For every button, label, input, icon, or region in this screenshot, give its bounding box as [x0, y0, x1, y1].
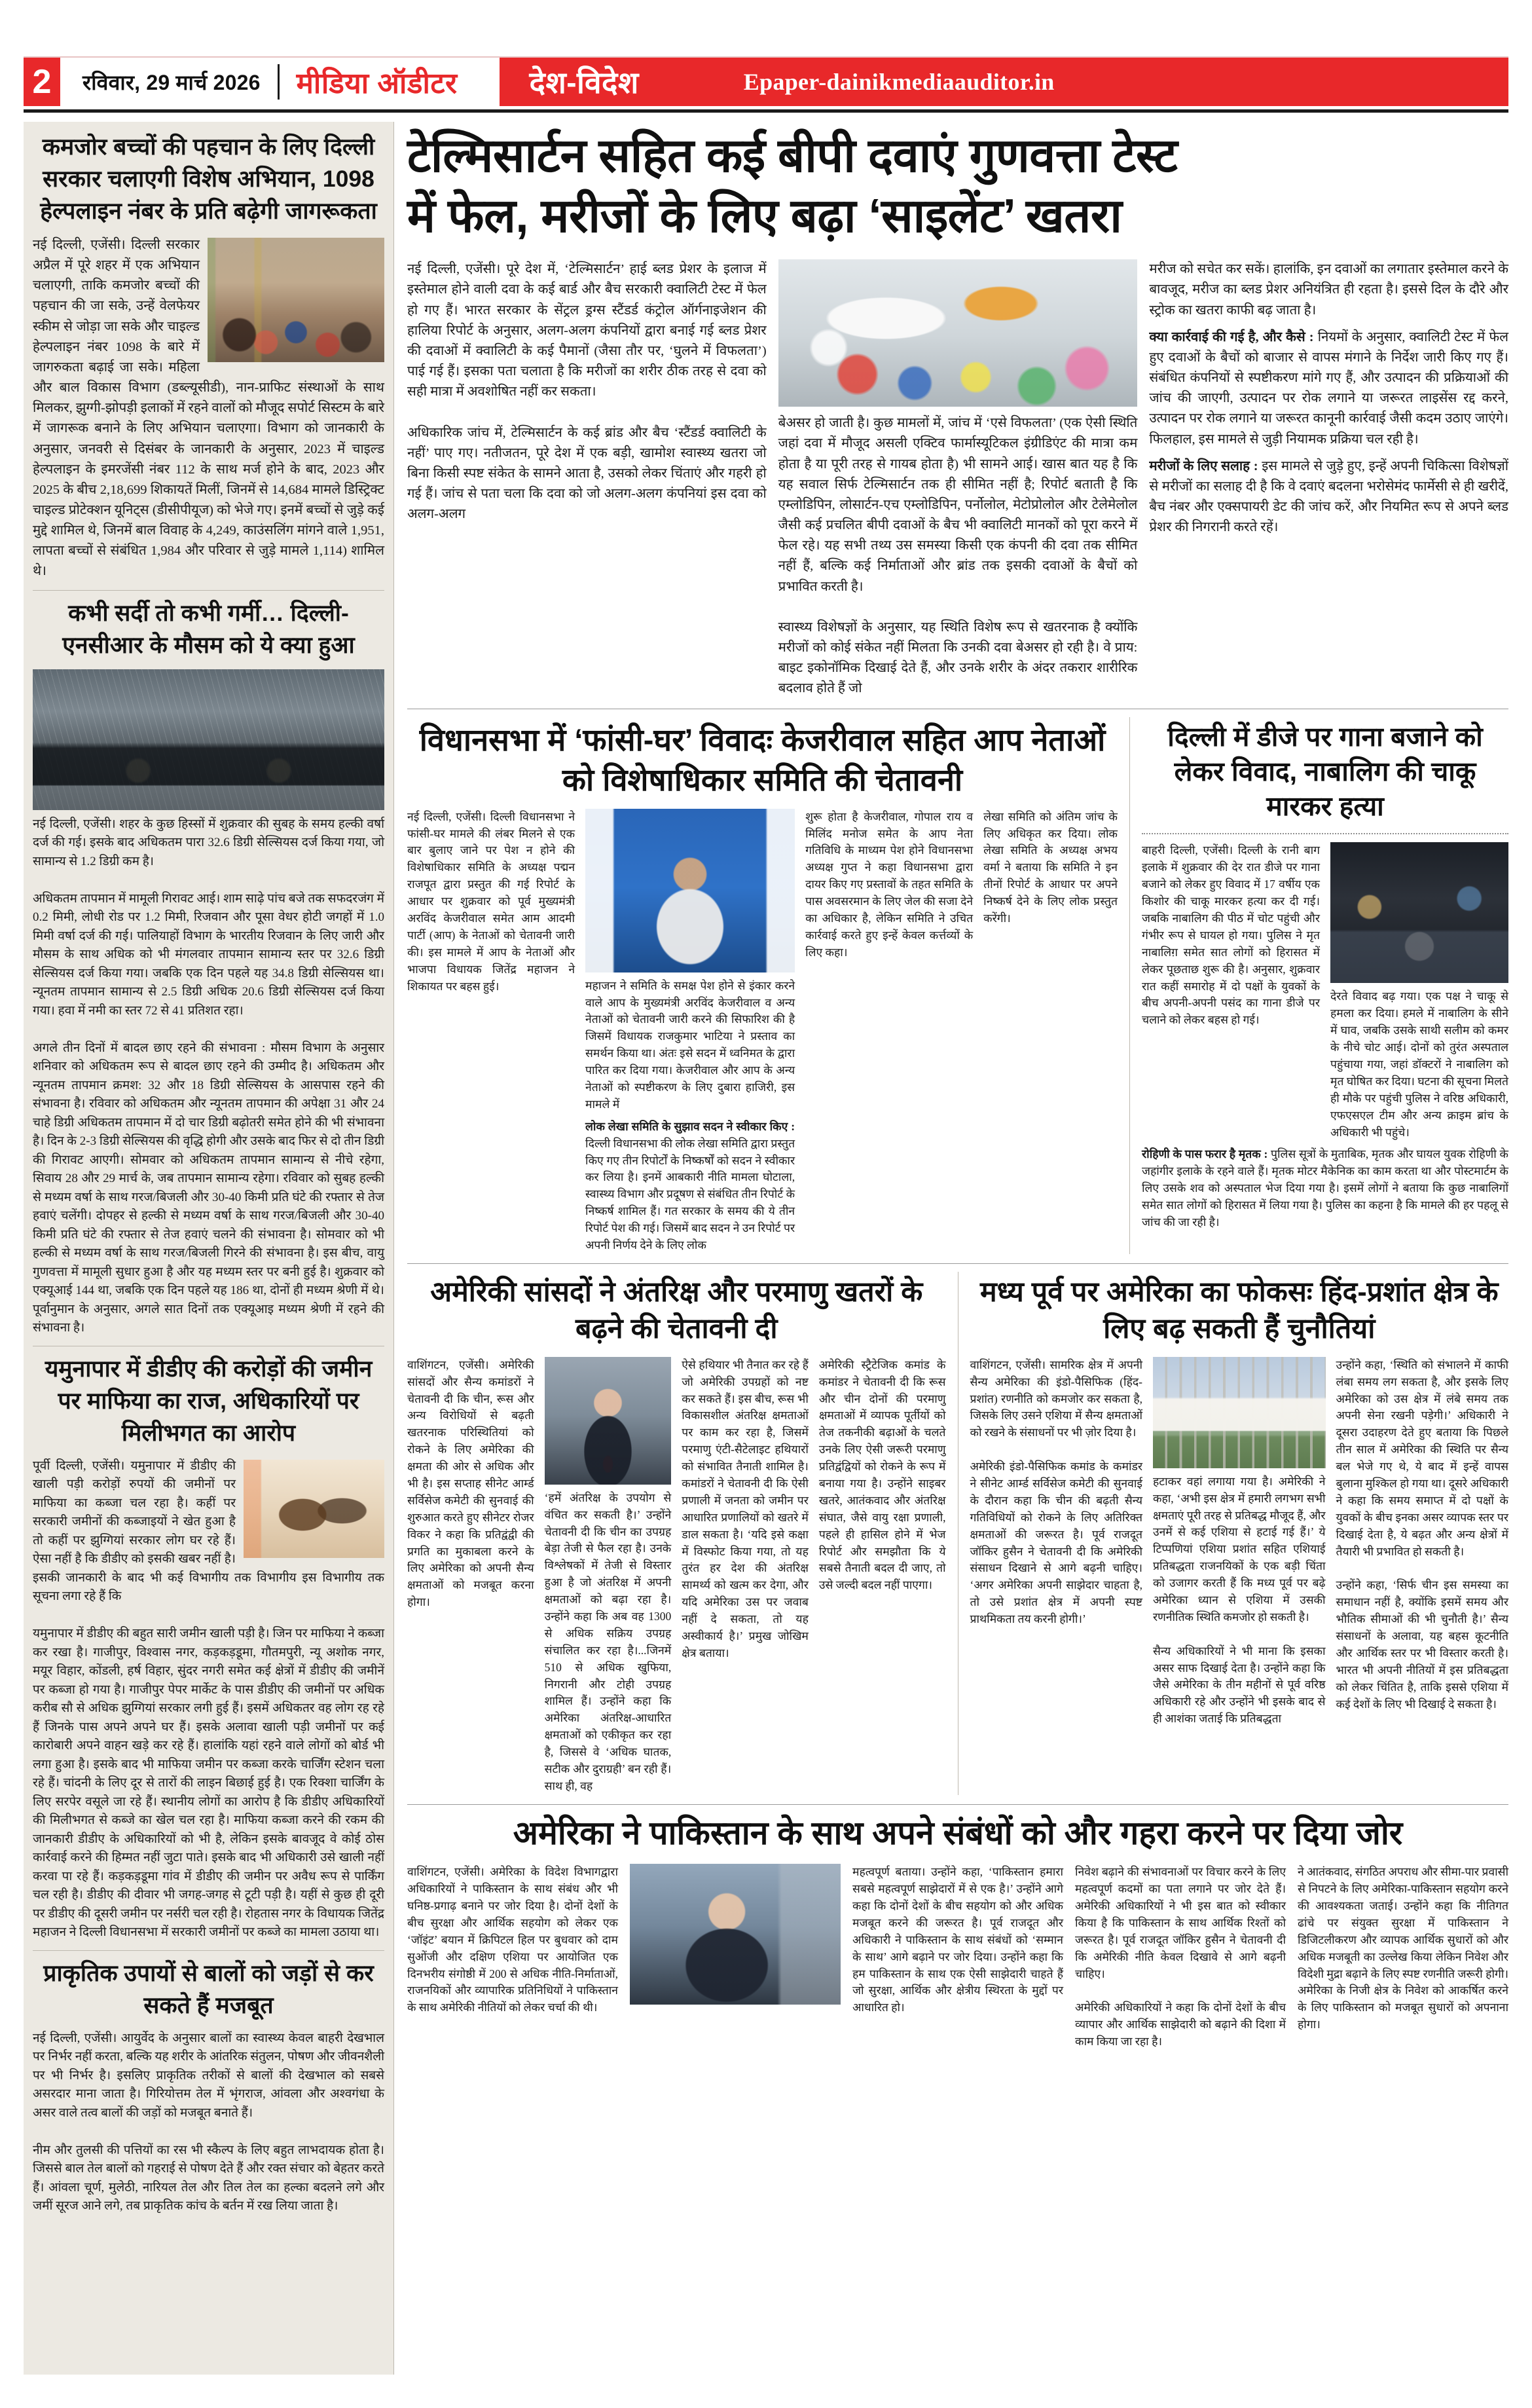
- lead-sub2: [1149, 456, 1508, 538]
- body-natural-hair-care: नई दिल्ली, एजेंसी। आयुर्वेद के अनुसार बालों का स्वास्थ्य केवल बाहरी देखभाल पर निर्भर नहीं करता, बल्कि यह शरीर के आंतरिक संतुलन, पोषण और जीवनशैली पर भी निर्भर है। इसलिए प्राकृतिक तरीकों से बालों की देखभाल को सबसे असरदार माना जाता है। गिरियोत्तम तेल में भृंगराज, आंवला और अश्वगंधा के असर वाले तत्व बालों की जड़ों को मजबूत बनाते हैं। नीम और तुलसी की पत्तियों का रस भी स्कैल्प के लिए बहुत लाभदायक होता है। जिससे बाल तेल बालों को गहराई से पोषण देते हैं और रक्त संचार को बेहतर करते हैं। आंवला चूर्ण, मुलेठी, नारियल तेल और तिल तेल का हल्का बदलने लगे और जमीं सूरज आने लगे, तब प्राकृतिक कांच के बर्तन में रख लिया जाता है।: [33, 2031, 384, 2213]
- assembly-body-col2: महाजन ने समिति के समक्ष पेश होने से इंकार करने वाले आप के मुख्यमंत्री अरविंद केजरीवाल व अन्य नेताओं को चेतावनी जारी करने की सिफारिश की है जिसमें विधायक राजकुमार भाटिया ने प्रस्ताव का समर्थन किया था। अंतः इसे सदन में ध्वनिमत के द्वारा पारित कर दिया गया। केजरीवाल और आप के अन्य नेताओं को स्पष्टीकरण के लिए दुबारा हाजिरी, इस मामले में: [585, 978, 795, 1111]
- website-url[interactable]: Epaper-dainikmediaauditor.in: [743, 69, 1055, 95]
- us-senator-portrait-photo: [545, 1357, 672, 1485]
- dj-sub-title: रोहिणी के पास फरार है मृतक :: [1142, 1147, 1268, 1161]
- headline-dda-land-mafia: यमुनापार में डीडीए की करोड़ों की जमीन पर माफिया का राज, अधिकारियों पर मिलीभगत का आरोप: [45, 1355, 373, 1446]
- headline-mideast-indopacific: मध्य पूर्व पर अमेरिका का फोकसः हिंद-प्रशांत क्षेत्र के लिए बढ़ सकती हैं चुनौतियां: [980, 1276, 1499, 1344]
- lead-body-col1: नई दिल्ली, एजेंसी। पूरे देश में, ‘टेल्मिसार्टन’ हाई ब्लड प्रेशर के इलाज में इस्तेमाल होने वाली दवा के कई बार्ड और बैच सरकारी क्वालिटी टेस्ट में फेल हो गए हैं। भारत सरकार के सेंट्रल ड्रग्स स्टैंडर्ड कंट्रोल ऑर्गनाइजेशन की हालिया रिपोर्ट के अनुसार, अलग-अलग कंपनियों द्वारा बनाई गई ब्लड प्रेशर की दवाओं में क्वालिटी के कई पैमानों (जैसा तौर पर, ‘घुलने में विफलता’) पाई गई हैं। इसका पता चलाता है कि मरीजों का शरीर ठीक तरह से दवा को सही मात्रा में अवशोषित नहीं कर सकता। अधिकारिक जांच में, टेल्मिसार्टन के कई ब्रांड और बैच ‘स्टैंडर्ड क्वालिटी के नहीं’ पाए गए। नतीजतन, पूरे देश में एक बड़ी, खामोश स्वास्थ्य खतरा जो बिना किसी स्पष्ट संकेत के सामने आता है, उसको लेकर चिंताएं और गहरी हो गई हैं। जांच से पता चला कि दवा को जो अलग-अलग कंपनियां इस दवा को अलग-अलग: [407, 262, 767, 522]
- left-sidebar-column: [24, 122, 394, 2375]
- story-dj-murder: [1129, 717, 1508, 1254]
- dj-columns: [1142, 842, 1508, 1141]
- headline-dj-murder: दिल्ली में डीजे पर गाना बजाने को लेकर विवाद, नाबालिग की चाकू मारकर हत्या: [1167, 721, 1483, 822]
- crime-scene-night-photo: [1330, 842, 1508, 983]
- assembly-body-col4: लेखा समिति को अंतिम जांच के लिए अधिकृत कर दिया। लोक लेखा समिति के अध्यक्ष अभय वर्मा ने बताया कि समिति ने इन तीनों रिपोर्ट के आधार पर अपने निष्कर्ष देने के लिए लोक प्रस्तुत करेंगी।: [983, 809, 1118, 925]
- senate-body-col2: ‘हमें अंतरिक्ष के उपयोग से वंचित कर सकती है।’ उन्होंने चेतावनी दी कि चीन का उपग्रह बेड़ा तेजी से फैल रहा है। उनके विश्लेषकों में तेजी से विस्तार हुआ है जो अंतरिक्ष में अपनी क्षमताओं को बढ़ा रहा है। उन्होंने कहा कि अब वह 1300 से अधिक सक्रिय उपग्रह संचालित कर रहा है।...जिनमें 510 से अधिक खुफिया, निगरानी और टोही उपग्रह शामिल हैं। उन्होंने कहा कि अमेरिका अंतरिक्ष-आधारित क्षमताओं को एकीकृत कर रहा है, जिससे वे ‘अधिक घातक, सटीक और दुराग्रही’ बन रही हैं। साथ ही, वह: [544, 1491, 672, 1792]
- senate-columns: [407, 1357, 946, 1795]
- mideast-columns: [970, 1357, 1509, 1728]
- masthead-rule: [24, 109, 1508, 113]
- dj-sub-body: पुलिस सूत्रों के मुताबिक, मृतक और घायल युवक रोहिणी के जहांगीर इलाके के रहने वाले हैं। मृतक मोटर मैकेनिक का काम करता था और पोस्टमार्टम के लिए उसके शव को अस्पताल भेज दिया गया है। इसमें लोगों ने बताया कि कुछ नाबालिगों समेत सात लोगों को हिरासत में लिया गया है। पुलिस का कहना है कि मामले की हर पहलू से जांच की जा रही है।: [1142, 1147, 1508, 1229]
- story-assembly-phansi-ghar: [407, 717, 1118, 1254]
- assembly-dj-row: [407, 717, 1508, 1254]
- pakistan-body-col3: निवेश बढ़ाने की संभावनाओं पर विचार करने के लिए महत्वपूर्ण कदमों का पता लगाने पर जोर देते हैं। अमेरिकी अधिकारियों ने भी इस बात को स्वीकार किया है कि पाकिस्तान के साथ आर्थिक रिश्तों को जरूरत है। पूर्व राजदूत जॉकिर हुसैन ने चेतावनी दी कि अमेरिकी नीति केवल दिखावे से आगे बढ़नी चाहिए। अमेरिकी अधिकारियों ने कहा कि दोनों देशों के बीच व्यापार और आर्थिक साझेदारी को बढ़ाने की दिशा में काम किया जा रहा है।: [1075, 1865, 1286, 2048]
- dateline: रविवार, 29 मार्च 2026: [82, 70, 261, 94]
- dj-sub: [1142, 1146, 1508, 1231]
- lead-story-columns: [407, 259, 1508, 699]
- land-mafia-illustration: [244, 1460, 384, 1558]
- section-title: देश-विदेश: [529, 65, 639, 100]
- headline-natural-hair-care: प्राकृतिक उपायों से बालों को जड़ों से कर सकते हैं मजबूत: [43, 1959, 374, 2018]
- sidebar-divider-3: [33, 1950, 384, 1951]
- mideast-body-col1: वाशिंगटन, एजेंसी। सामरिक क्षेत्र में अपनी सैन्य अमेरिका की इंडो-पैसिफिक (हिंद-प्रशांत) रणनीति को कमजोर कर सकता है, जिसके लिए उसने एशिया में सैन्य क्षमताओं को रखने के संसाधनों पर भी ज़ोर दिया है। अमेरिकी इंडो-पैसिफिक कमांड के कमांडर ने सीनेट आर्म्ड सर्विसेज कमेटी की सुनवाई के दौरान कहा कि चीन की बढ़ती सैन्य गतिविधियों को रोकने के लिए अतिरिक्त क्षमताओं की जरूरत है। पूर्व राजदूत जॉकिर हुसैन ने चेतावनी दी कि अमेरिकी संसाधन दिखाने से आगे बढ़नी चाहिए। ‘अगर अमेरिका अपनी साझेदार चाहता है, तो उसे प्रशांत क्षेत्र में अपनी स्पष्ट प्राथमिकता तय करनी होगी।’: [970, 1358, 1142, 1626]
- mideast-body-col2: हटाकर वहां लगाया गया है। अमेरिकी ने कहा, ‘अभी इस क्षेत्र में हमारी लगभग सभी क्षमताएं पूरी तरह से प्रतिबद्ध मौजूद हैं, और उनमें से कई एशिया से हटाई गई हैं।’ ये टिप्पणियां एशिया प्रशांत सहित एशियाई प्रतिबद्धता राजनयिकों के एक बड़ी चिंता को उजागर करती हैं कि मध्य पूर्व पर बढ़े अमेरिका ध्यान से एशिया में उसकी रणनीतिक स्थिति कमजोर हो सकती है। सैन्य अधिकारियों ने भी माना कि इसका असर साफ दिखाई देता है। उन्होंने कहा कि जैसे अमेरिका के तीन महीनों से पूर्व वरिष्ठ अधिकारी रहे और उन्होंने भी इसके बाद से ही आशंका जताई कि प्रतिबद्धता: [1153, 1474, 1326, 1726]
- story-dda-land-mafia: [33, 1353, 384, 1942]
- slum-street-children-photo: [208, 238, 384, 362]
- story-us-pakistan-relations: [407, 1813, 1508, 2050]
- body-dda-land-mafia: पूर्वी दिल्ली, एजेंसी। यमुनापार में डीडीए की खाली पड़ी करोड़ों रुपयों की जमीनों पर माफिया का कब्जा चल रहा है। कहीं पर सरकारी जमीनों की कब्जाइयों ने खेत हुआ है तो कहीं पर झुग्गियां सरकार लोग घर रहे हैं। ऐसा नहीं है कि डीडीए को इसकी खबर नहीं है। इसकी जानकारी के बाद भी कई विभागीय तक विभागीय इस विभागीय तक सूचना लगा रहे हैं कि यमुनापार में डीडीए की बहुत सारी जमीन खाली पड़ी है। जिन पर माफिया ने कब्जा कर रखा है। गाजीपुर, विश्वास नगर, कड़कड़डूमा, गौतमपुरी, न्यू अशोक नगर, मयूर विहार, कोंडली, हर्ष विहार, सुंदर नगरी समेत कई क्षेत्रों में डीडीए की जमीनें पर कब्जा हो गया है। गाजीपुर पेपर मार्केट के पास डीडीए की जमीनों पर अधिक करीब सौ से अधिक झुग्गियां सरकार लगी हुई हैं। इसमें अधिकतर वह लोग रह रहे हैं जिनके पास अपने अपने घर हैं। इसके अलावा खाली पड़ी जमीनों पर कई कारोबारी अपने वाहन खड़े कर रहे हैं। हालांकि यहां रहने वाले लोगों को बोर्ड भी लगा हुआ है। इसके बाद भी माफिया जमीन पर कब्जा करके चार्जिंग स्टेशन चला रहे हैं। चांदनी के लिए दूर से तारों की लाइन बिछाई हुई है। एक रिक्शा चार्जिंग के लिए सरपेर वसूले जा रहे हैं। स्थानीय लोगों का आरोप है कि डीडीए अधिकारियों की मिलीभगत से कब्जे का खेल चल रहा है। माफिया कब्जा करने की रकम की जानकारी डीडीए के अधिकारियों को भी है, लेकिन इसके बावजूद वे कोई ठोस कार्रवाई करने की हिम्मत नहीं जुटा पाते। इसके बाद भी अधिकारी उसे खाली नहीं करवा पा रहे हैं। कड़कड़डूमा गांव में डीडीए की जमीन पर अवैध रूप से पार्किंग चल रही है। डीडीए की दीवार भी जगह-जगह से टूटी पड़ी है। यहीं से कुछ ही दूरी पर डीडीए की दूसरी जमीन पर नर्सरी चल रही है। रोहतास नगर के विधायक जितेंद्र महाजन ने दिल्ली विधानसभा में सरकारी जमीनों पर कब्जे का मामला उठाया था।: [33, 1458, 384, 1940]
- lead-body-col2: बेअसर हो जाती है। कुछ मामलों में, जांच में ‘एसे विफलता’ (एक ऐसी स्थिति जहां दवा में मौजूद असली एक्टिव फार्मास्यूटिकल इंग्रीडिएंट की मात्रा कम होता है या पूरी तरह से गायब होता है) भी सामने आई। खास बात यह है कि यह सवाल सिर्फ टेल्मिसार्टन तक ही सीमित नहीं है; रिपोर्ट बताती है कि एम्लोडिपिन, लोसार्टन-एच एम्लोडिपिन, पर्नोलोल, मेटोप्रोलोल और टेलेमेलोल जैसी कई प्रचलित बीपी दवाओं के बैच भी क्वालिटी मानकों को पूरा करने में फेल रहे। यह सभी तथ्य उस समस्या किसी एक कंपनी की दवा तक सीमित नहीं हैं, बल्कि कई निर्माताओं और ब्रांड तक इसकी दवाओं के बैचों को प्रभावित करती है। स्वास्थ्य विशेषज्ञों के अनुसार, यह स्थिति विशेष रूप से खतरनाक है क्योंकि मरीजों को कोई संकेत नहीं मिलता कि उनकी दवा बेअसर हो रही है। वे प्राय: बाइट इकोनॉमिक दिखाई देते हैं, और उनके शरीर के अंदर तकरार शारीरिक बदलाव होते हैं जो: [778, 416, 1138, 696]
- assembly-columns: [407, 809, 1118, 1254]
- headline-us-senators: अमेरिकी सांसदों ने अंतरिक्ष और परमाणु खतरों के बढ़ने की चेतावनी दी: [430, 1276, 923, 1344]
- headline-assembly-phansi-ghar: विधानसभा में ‘फांसी-घर’ विवादः केजरीवाल सहित आप नेताओं को विशेषाधिकार समिति की चेतावनी: [419, 722, 1106, 797]
- body-vulnerable-children: नई दिल्ली, एजेंसी। दिल्ली सरकार अप्रैल में पूरे शहर में एक अभियान चलाएगी, ताकि कमजोर बच्चों की पहचान की जा सके, उन्हें वेलफेयर स्कीम से जोड़ा जा सके और चाइल्ड हेल्पलाइन नंबर 1098 के बारे में जागरुकता बढ़ाई जा सके। महिला और बाल विकास विभाग (डब्ल्यूसीडी), नान-प्राफिट संस्थाओं के साथ मिलकर, झुग्गी-झोपड़ी इलाकों में रहने वालों को मौजूद सपोर्ट सिस्टम के बारे में जागरूक बनाने के लिए अभियान चलाएगा। विभाग को जानकारी के अनुसार, जनवरी से दिसंबर के जानकारी के अनुसार, 2023 में चाइल्ड हेल्पलाइन के इमरजेंसी नंबर 112 के साथ मर्ज होने के बाद, 2023 और 2025 के बीच 2,18,699 शिकायतें मिलीं, जिनमें से 14,684 मामले डिस्ट्रिक्ट चाइल्ड प्रोटेक्शन यूनिट्स (डीसीपीयूज) को भेजे गए। इनमें बच्चों से जुड़े कई मुद्दे शामिल थे, जिनमें बाल विवाह के 4,249, काउंसलिंग मांगने वाले 1,951, लापता बच्चों से संबंधित 1,984 और परिवार से जुड़े मामले 1,114) शामिल थे।: [33, 237, 384, 579]
- pakistan-body-col2: महत्वपूर्ण बताया। उन्होंने कहा, ‘पाकिस्तान हमारा सबसे महत्वपूर्ण साझेदारों में से एक है।’ उन्होंने आगे कहा कि दोनों देशों के बीच सहयोग को और अधिक मजबूत करने की जरूरत है। पूर्व राजदूत और अधिकारी ने पाकिस्तान के साथ संबंधों को ‘सम्मान के साथ’ आगे बढ़ाने पर जोर दिया। उन्होंने कहा कि हम पाकिस्तान के साथ एक ऐसी साझेदारी चाहते हैं जो सुरक्षा, आर्थिक और क्षेत्रीय स्थिरता के मुद्दों पर आधारित हो।: [852, 1865, 1063, 2014]
- lead-body-col3: मरीज को सचेत कर सकें। हालांकि, इन दवाओं का लगातार इस्तेमाल करने के बावजूद, मरीज का ब्लड प्रेशर अनियंत्रित ही रहता है। इससे दिल के दौरे और स्ट्रोक का खतरा काफी बढ़ जाता है।: [1149, 262, 1509, 318]
- lead-sub2-title: मरीजों के लिए सलाह :: [1149, 458, 1258, 473]
- lead-sub1-title: क्या कार्रवाई की गई है, और कैसे :: [1149, 329, 1314, 344]
- lead-sub1-body: नियमों के अनुसार, क्वालिटी टेस्ट में फेल हुए दवाओं के बैचों को बाजार से वापस मंगाने के निर्देश जारी किए गए हैं। संबंधित कंपनियों से स्पष्टीकरण मांगे गए हैं, और उत्पादन की प्रक्रियाओं की जांच की जाएगी, उत्पादन पर रोक लगाने या जरूरत लाइसेंस रद्द करने, उत्पादन पर रोक लगाने या जरूरत कानूनी कार्रवाई जैसी कदम उठाए जाएंगे। फिलहाल, इस मामले से जुड़ी नियामक प्रक्रिया चल रही है।: [1149, 329, 1509, 447]
- masthead-red-banner: [500, 58, 1508, 106]
- senate-body-col3: ऐसे हथियार भी तैनात कर रहे हैं जो अमेरिकी उपग्रहों को नष्ट कर सकते हैं। इस बीच, रूस भी विकासशील अंतरिक्ष क्षमताओं पर काम कर रहा है, जिसमें परमाणु एंटी-सैटेलाइट हथियारों को संभावित तैनाती शामिल है। कमांडरों ने चेतावनी दी कि ऐसी प्रणाली में जनता को जमीन पर आधारित प्रणालियों को खतरे में डाल सकता है। ‘यदि इसे कक्षा में विस्फोट किया गया, तो यह तुरंत हर देश की अंतरिक्ष सामर्थ्य को खत्म कर देगा, और यदि अमेरिका उस पर जवाब नहीं दे सकता, तो यह अस्वीकार्य है।’ प्रमुख जोखिम क्षेत्र बताया।: [682, 1358, 809, 1659]
- main-content-column: [394, 122, 1508, 2375]
- dj-body-col2: देरते विवाद बढ़ गया। एक पक्ष ने चाकू से हमला कर दिया। हमले में नाबालिग के सीने में घाव, जबकि उसके साथी सलीम को कमर के नीचे चोट आई। दोनों को तुरंत अस्पताल पहुंचाया गया, जहां डॉक्टरों ने नाबालिग को मृत घोषित कर दिया। घटना की सूचना मिलते ही मौके पर पहुंची पुलिस ने वरिष्ठ अधिकारी, एफएसएल टीम और अन्य क्राइम ब्रांच के अधिकारी भी पहुंचे।: [1330, 990, 1508, 1139]
- diplomat-speaker-podium-photo: [630, 1864, 841, 2005]
- pakistan-body-col4: ने आतंकवाद, संगठित अपराध और सीमा-पार प्रवासी से निपटने के लिए अमेरिका-पाकिस्तान सहयोग करने की आवश्यकता जताई। उन्होंने कहा कि नीतिगत ढांचे पर संयुक्त सुरक्षा में पाकिस्तान ने डिजिटलीकरण और व्यापक आर्थिक सुधारों को और अधिक मजबूती का उल्लेख किया लेकिन निवेश और विदेशी मुद्रा बढ़ाने के लिए स्पष्ट रणनीति जरूरी होगी। अमेरिका के निजी क्षेत्र के निवेश को आकर्षित करने के लिए पाकिस्तान को मजबूत सुधारों को अपनाना होगा।: [1298, 1865, 1508, 2031]
- headline-weather: कभी सर्दी तो कभी गर्मी… दिल्ली-एनसीआर के मौसम को ये क्या हुआ: [62, 599, 355, 658]
- story-weather: [33, 597, 384, 1338]
- assembly-sub: [585, 1119, 795, 1254]
- lead-headline-line2: में फेल, मरीजों के लिए बढ़ा ‘साइलेंट’ खतरा: [407, 190, 1122, 243]
- assembly-body-col1: नई दिल्ली, एजेंसी। दिल्ली विधानसभा ने फांसी-घर मामले की लंबर मिलने से एक बार बुलाए जाने पर पेश न होने की विशेषाधिकार समिति के अध्यक्ष पद्मन राजपूत द्वारा प्रस्तुत की गई रिपोर्ट के आधार पर शुक्रवार को पूर्व मुख्यमंत्री अरविंद केजरीवाल समेत आम आदमी पार्टी (आप) के नेताओं को चेतावनी जारी की। इस मामले में आप के नेताओं और भाजपा विधायक जितेंद्र महाजन ने शिकायत पर बहस हुई।: [407, 809, 575, 993]
- lead-headline-line1: टेल्मिसार्टन सहित कई बीपी दवाएं गुणवत्ता टेस्ट: [407, 130, 1178, 182]
- pakistan-body-col1: वाशिंगटन, एजेंसी। अमेरिका के विदेश विभागद्वारा अधिकारियों ने पाकिस्तान के साथ संबंध और भी घनिष्ठ-प्रगाढ़ बनाने पर जोर दिया है। दोनों देशों के बीच सुरक्षा और आर्थिक सहयोग को लेकर एक ‘जॉइंट’ बयान में क्रिपिटल हिल पर बुधवार को दाम सुओंजी और दक्षिण एशिया पर आयोजित एक दिनभरीय संगोष्ठी में 200 से अधिक नीति-निर्माताओं, राजनयिकों और व्यापारिक प्रतिनिधियों ने पाकिस्तान के साथ अमेरिकी नीतियों को लेकर चर्चा की थी।: [407, 1865, 618, 2014]
- story-mideast-indopacific: [958, 1272, 1509, 1795]
- masthead: [24, 56, 1508, 106]
- lead-sub2-body: इस मामले से जुड़े हुए, इन्हें अपनी चिकित्सा विशेषज्ञों से मरीजों का सलाह दी है कि वे दवाएं बदलना भरोसेमंद फार्मेसी से ही खरीदें, बैच नंबर और एक्सपायरी डेट की जांच करें, और नियमित रूप से अपने ब्लड प्रेशर की निगरानी करते रहें।: [1149, 458, 1509, 535]
- medicine-pills-photo: [778, 259, 1138, 407]
- assembly-body-col3: शुरू होता है केजरीवाल, गोपाल राय व मिलिंद मनोज समेत के आप नेता गतिविधि के माध्यम पेश होने विधानसभा अध्यक्ष गुप्त ने कहा विधानसभा द्वारा दायर किए गए प्रस्तावों के तहत समिति के पास अवसरमान के लिए जेल की सजा देने का अधिकार है, लेकिन समिति ने उचित कार्रवाई करते हुए इन्हें केवल कर्त्तव्यों के लिए कहा।: [805, 809, 974, 959]
- sidebar-divider-1: [33, 590, 384, 591]
- page-number: 2: [24, 58, 60, 106]
- senate-body-col1: वाशिंगटन, एजेंसी। अमेरिकी सांसदों और सैन्य कमांडरों ने चेतावनी दी कि चीन, रूस और अन्य विरोधियों से बढ़ती खतरनाक परिस्थितियां को रोकने के लिए अमेरिका की क्षमता की ओर से अधिक और भी है। इस सप्ताह सीनेट आर्म्ड सर्विसेज कमेटी की सुनवाई की शुरुआत करते हुए सीनेटर रोजर विकर ने कहा कि प्रतिद्वंद्वी की प्रगति का मुकाबला करने के लिए अमेरिका को अपनी सैन्य क्षमताओं को मजबूत करना होगा।: [407, 1358, 534, 1609]
- page-grid: [24, 122, 1508, 2375]
- masthead-divider: [278, 64, 280, 100]
- main-divider-3: [407, 1804, 1508, 1805]
- lead-sub1: [1149, 327, 1508, 450]
- assembly-sub-body: दिल्ली विधानसभा की लोक लेखा समिति द्वारा प्रस्तुत किए गए तीन रिपोर्टों के निष्कर्षों को सदन ने स्वीकार कर लिया है। इनमें आबकारी नीति मामला घोटाला, स्वास्थ्य विभाग और प्रदूषण से संबंधित तीन रिपोर्ट के निष्कर्ष शामिल हैं। गत सरकार के समय की ये तीन रिपोर्ट पेश की गई। जिसमें बाद सदन ने उन रिपोर्ट पर अपनी निर्णय देने के लिए लोक: [585, 1136, 795, 1252]
- story-us-senators-space-nuclear: [407, 1272, 946, 1795]
- white-house-building-photo: [1153, 1357, 1326, 1468]
- dj-story-separator: [1142, 833, 1508, 834]
- rainy-road-traffic-photo: [33, 669, 384, 810]
- body-weather: नई दिल्ली, एजेंसी। शहर के कुछ हिस्सों में शुक्रवार की सुबह के समय हल्की वर्षा दर्ज की गई। इसके बाद अधिकतम पारा 32.6 डिग्री सेल्सियस दर्ज किया गया, जो सामान्य से 1.2 डिग्री कम है। अधिकतम तापमान में मामूली गिरावट आई। शाम साढ़े पांच बजे तक सफदरजंग में 0.2 मिमी, लोधी रोड पर 1.2 मिमी, रिजवान और पूसा वेधर होटी जगहों में 1.0 मिमी वर्षा दर्ज की गई। पालियाहों विभाग के भारतीय रिजवान के लिए जारी और मौसम के साथ अधिक को भी मंगलवार तापमान सामान्य स्तर पर 32.6 डिग्री सेल्सियस दर्ज किया गया। जबकि एक दिन पहले यह 34.8 डिग्री सेल्सियस था। न्यूनतम तापमान सामान्य से 2.5 डिग्री अधिक 20.6 डिग्री सेल्सियस दर्ज किया गया। हवा में नमी का स्तर 72 से 41 प्रतिशत रहा। अगले तीन दिनों में बादल छाए रहने की संभावना : मौसम विभाग के अनुसार शनिवार को अधिकतम रूप से बादल छाए रहने की उम्मीद है। अधिकतम और न्यूनतम तापमान क्रमश: 32 और 18 डिग्री सेल्सियस के आसपास रहने की संभावना है। रविवार को अधिकतम और न्यूनतम तापमान की अपेक्षा 31 और 24 चाहे डिग्री अधिकतम तापमान में दो चार डिग्री बढ़ोतरी समेत होने की भी संभावना है। दिन के 2-3 डिग्री सेल्सियस की वृद्धि होगी और उसके बाद फिर से दो तीन डिग्री की गिरावट आएगी। सोमवार को अधिकतम तापमान सामान्य से नीचे रहेगा, सिवाय 28 और 29 मार्च के, जब तापमान सामान्य रहेगा। रविवार को सुबह हल्की से मध्यम वर्षा के साथ गरज/बिजली और 30-40 किमी प्रति घंटे की रफ्तार से तेज हवाएं चलेंगी। दोपहर से हल्की से मध्यम वर्षा के साथ गरज/बिजली और 30-40 किमी प्रति घंटे की रफ्तार से तेज हवाएं चलने की संभावना है। सोमवार को भी हल्की से मध्यम वर्षा के साथ गरज/बिजली गिरने की संभावना है। इस बीच, वायु गुणवत्ता में मामूली सुधार हुआ है और यह मध्यम स्तर पर बनी हुई है। शुक्रवार को एक्यूआई 144 था, जबकि एक दिन पहले यह 186 था, दोनों ही मध्यम श्रेणी में थे। पूर्वानुमान के अनुसार, अगले सात दिनों तक एक्यूआइ मध्यम श्रेणी में रहने की संभावना है।: [33, 817, 384, 1335]
- senate-mideast-row: [407, 1272, 1508, 1795]
- headline-vulnerable-children: कमजोर बच्चों की पहचान के लिए दिल्ली सरकार चलाएगी विशेष अभियान, 1098 हेल्पलाइन नंबर के प्रति बढ़ेगी जागरूकता: [40, 134, 377, 224]
- pakistan-columns: [407, 1864, 1508, 2050]
- assembly-sub-title: लोक लेखा समिति के सुझाव सदन ने स्वीकार किए :: [585, 1119, 795, 1133]
- kejriwal-press-conference-photo: [585, 809, 795, 972]
- main-divider-2: [407, 1263, 1508, 1264]
- publication-brand: मीडिया ऑडीटर: [296, 67, 458, 100]
- senate-body-col4: अमेरिकी स्ट्रैटेजिक कमांड के कमांडर ने चेतावनी दी कि रूस और चीन दोनों की परमाणु क्षमताओं में व्यापक पूर्तीयों को तेज तकनीकी बढ़ाओं के चलते उनके लिए ऐसी जरूरी परमाणु प्रतिद्वंद्वियों को रोकने के रूप में बनाया गया है। उन्होंने साइबर खतरे, आतंकवाद और अंतरिक्ष संघात, जैसे वायु रक्षा प्रणाली, पहले ही हासिल होने में भेज रिपोर्ट और समझौता कि ये सबसे तैनाती बदल दी जाए, तो उसे जल्दी बदल नहीं पाएगा।: [818, 1358, 946, 1592]
- headline-us-pakistan: अमेरिका ने पाकिस्तान के साथ अपने संबंधों को और गहरा करने पर दिया जोर: [513, 1814, 1403, 1851]
- mideast-body-col3: उन्होंने कहा, ‘स्थिति को संभालने में काफी लंबा समय लग सकता है, और इसके लिए अमेरिका को उस क्षेत्र में लंबे समय तक अपनी सेना रखनी पड़ेगी।’ अधिकारी ने दूसरा उदाहरण देते हुए बताया कि पिछले तीन साल में अमेरिका की स्थिति पर सैन्य बल भेजे गए थे, ये बाद में इन्हें वापस बुलाना मुश्किल हो गया था। दूसरे अधिकारी ने कहा कि समय समाप्त में दो पक्षों के युवकों के बीच इनका असर व्यापक स्तर पर दिखाई देता है, ये बढ़त और अन्य क्षेत्रों में तैयारी भी प्रभावित हो सकती है। उन्होंने कहा, ‘सिर्फ चीन इस समस्या का समाधान नहीं है, क्योंकि इसमें समय और भौतिक सीमाओं की भी चुनौती है।’ सैन्य संसाधनों के अलावा, यह बहस कूटनीति और आर्थिक स्तर पर भी विस्तार करती है। भारत भी अपनी नीतियों में इस प्रतिबद्धता को लेकर चिंतित है, ताकि इससे एशिया में कई देशों के लिए भी दिखाई दे सकता है।: [1336, 1358, 1508, 1711]
- story-natural-hair-care: [33, 1957, 384, 2216]
- dj-body-col1: बाहरी दिल्ली, एजेंसी। दिल्ली के रानी बाग इलाके में शुक्रवार की देर रात डीजे पर गाना बजाने को लेकर हुए विवाद में 17 वर्षीय एक किशोर की चाकू मारकर हत्या कर दी गई। जबकि नाबालिग की पीठ में चोट पहुंची और गंभीर रूप से घायल हो गया। पुलिस ने मृत नाबालिग़ समेत सात लोगों को हिरासत में लेकर पूछताछ शुरू की है। अनुसार, शुक्रवार रात कहीं समारोह में दो पक्षों के युवकों के बीच अपनी-अपनी पसंद का गाना डीजे पर चलाने को लेकर बहस हो गई।: [1142, 843, 1320, 1027]
- lead-story: [407, 126, 1508, 699]
- story-vulnerable-children: [33, 131, 384, 582]
